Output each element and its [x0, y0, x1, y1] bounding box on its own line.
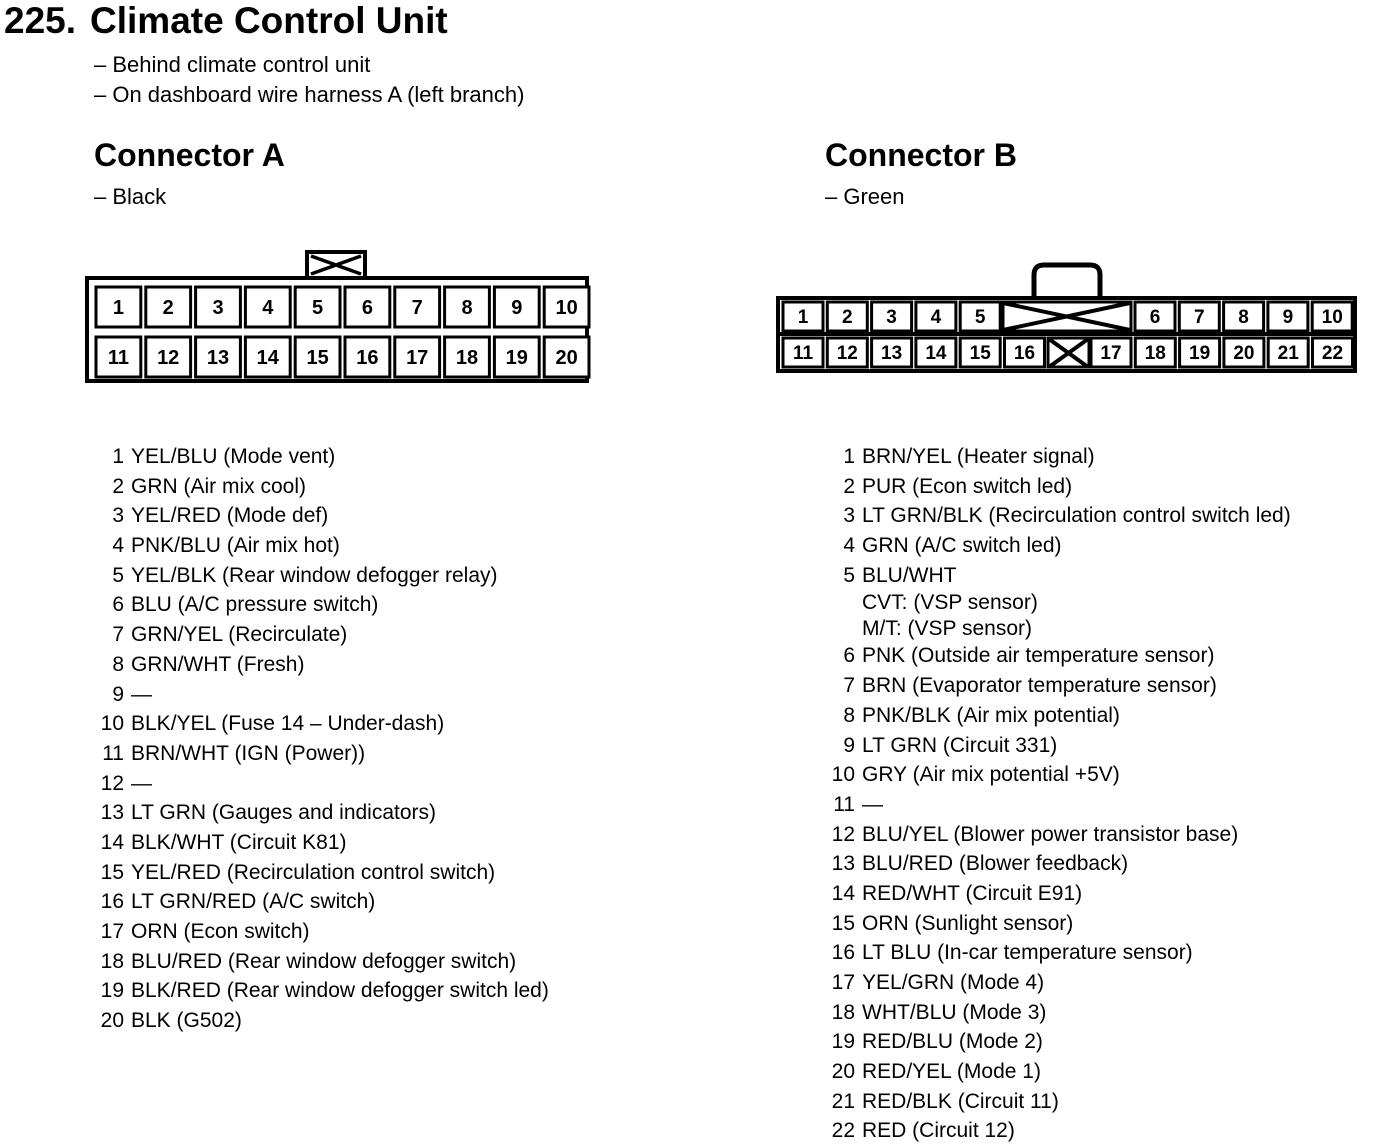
connector-a-pin-number: 1	[112, 445, 124, 468]
connector-a-pin-row	[90, 887, 549, 917]
connector-b-pin-number: 18	[831, 1000, 855, 1024]
connector-b-pin-row	[821, 1116, 1291, 1146]
connector-a-pin-number: 7	[112, 623, 124, 647]
connector-a-pin-description: —	[131, 771, 152, 795]
connector-b-pin-row	[821, 1027, 1291, 1057]
connector-b-color: – Green	[825, 184, 905, 209]
connector-b-pin-description: WHT/BLU (Mode 3)	[862, 1000, 1047, 1024]
component-number: 225.	[4, 0, 77, 41]
connector-b-pin-number: 11	[833, 792, 855, 816]
connector-a-pin-number: 8	[112, 652, 124, 676]
connector-b-pin-number: 9	[843, 733, 855, 757]
connector-a-pin-row	[90, 442, 549, 472]
connector-b-pin-row	[821, 641, 1291, 671]
connector-b-pin-description: LT BLU (In-car temperature sensor)	[862, 941, 1193, 965]
connector-b-cavity-label-7: 7	[1194, 307, 1205, 328]
connector-b-pin-row	[821, 1057, 1291, 1087]
connector-b-pin-number: 8	[843, 703, 855, 727]
page-title	[4, 0, 448, 42]
connector-b-pin-number: 14	[831, 881, 855, 905]
connector-a-diagram	[80, 245, 600, 390]
connector-a-pin-description: BLK/YEL (Fuse 14 – Under-dash)	[131, 712, 445, 736]
connector-b-pin-description: RED (Circuit 12)	[862, 1119, 1015, 1143]
connector-a-cavity-label-18: 18	[455, 347, 479, 369]
connector-a-pin-number: 4	[112, 534, 124, 558]
connector-b-cavity-label-16: 16	[1013, 343, 1036, 364]
connector-b-pin-row	[821, 938, 1291, 968]
connector-b-cavity-label-6: 6	[1149, 307, 1161, 328]
connector-a-pin-description: BLK/WHT (Circuit K81)	[131, 830, 347, 854]
connector-a-pin-row	[90, 976, 549, 1006]
connector-b-pin-row	[821, 968, 1291, 998]
connector-a-pin-description: BLK (G502)	[131, 1009, 242, 1033]
connector-b-cavity-label-20: 20	[1233, 343, 1255, 364]
connector-a-pin-description: PNK/BLU (Air mix hot)	[131, 534, 340, 558]
connector-b-cavity-label-4: 4	[930, 307, 942, 328]
connector-b-pin-description: RED/BLK (Circuit 11)	[862, 1089, 1059, 1113]
connector-b-latch	[1034, 265, 1100, 298]
connector-a-pin-description: BRN/WHT (IGN (Power))	[131, 741, 366, 765]
connector-b-diagram	[770, 255, 1370, 380]
connector-a-pin-description: YEL/RED (Mode def)	[131, 504, 329, 528]
connector-b-cavity-label-13: 13	[881, 343, 903, 364]
connector-a-pin-row	[90, 739, 549, 769]
connector-a-pin-number: 16	[100, 890, 124, 914]
connector-b-pin-row	[821, 790, 1291, 820]
connector-b-pin-description: —	[862, 792, 883, 816]
connector-b-pin-description: BLU/YEL (Blower power transistor base)	[862, 822, 1239, 846]
connector-a-pin-description: GRN/WHT (Fresh)	[131, 652, 305, 676]
connector-a-color: – Black	[94, 184, 167, 209]
connector-a-pin-row	[90, 769, 549, 799]
connector-b-pin-row	[821, 1087, 1291, 1117]
connector-b-pin-description: RED/YEL (Mode 1)	[862, 1060, 1041, 1084]
connector-b-cavity-label-11: 11	[792, 343, 814, 364]
connector-b-pin-row	[821, 501, 1291, 531]
connector-a-pin-number: 6	[112, 593, 124, 617]
connector-b-pin-row	[821, 671, 1291, 701]
connector-a-pin-number: 3	[112, 504, 124, 528]
connector-a-pin-description: LT GRN (Gauges and indicators)	[131, 801, 437, 825]
connector-a-cavity-label-12: 12	[157, 347, 180, 369]
connector-b-cavity-label-21: 21	[1277, 343, 1299, 364]
connector-a-cavity-label-17: 17	[406, 347, 429, 369]
connector-b-pin-number: 4	[843, 534, 855, 558]
connector-b-pin-number: 2	[843, 474, 855, 498]
connector-b-pin-row	[821, 701, 1291, 731]
connector-a-pin-description: LT GRN/RED (A/C switch)	[131, 890, 376, 914]
connector-a-cavity-label-10: 10	[555, 297, 578, 319]
connector-a-pin-number: 5	[112, 563, 124, 587]
connector-a-pin-row	[90, 590, 549, 620]
connector-b-pin-description: LT GRN/BLK (Recirculation control switch led)	[862, 504, 1291, 528]
connector-a-pin-description: YEL/BLU (Mode vent)	[131, 445, 336, 468]
connector-b-pin-description: BLU/WHT	[862, 563, 957, 587]
connector-a-pin-description: GRN (Air mix cool)	[131, 474, 307, 498]
connector-a-pin-number: 17	[100, 920, 124, 943]
connector-a-cavity-label-3: 3	[212, 297, 224, 319]
connector-b-pin-description: M/T: (VSP sensor)	[862, 616, 1032, 640]
connector-b-pin-row	[821, 590, 1291, 616]
connector-b-cavity-label-5: 5	[974, 307, 986, 328]
connector-b-cavity-label-9: 9	[1282, 307, 1294, 328]
connector-b-pin-row	[821, 472, 1291, 502]
connector-a-pin-row	[90, 858, 549, 888]
connector-b-pin-number: 19	[831, 1030, 855, 1054]
connector-b-pin-description: YEL/GRN (Mode 4)	[862, 971, 1045, 994]
connector-b-pin-number: 10	[831, 763, 855, 787]
connector-b-pin-number: 7	[843, 674, 855, 698]
connector-b-cavity-label-12: 12	[836, 343, 858, 364]
connector-b-pin-number: 17	[831, 971, 855, 994]
connector-b-cavity-label-17: 17	[1100, 343, 1122, 364]
connector-b-pin-row	[821, 561, 1291, 591]
connector-b-pin-description: ORN (Sunlight sensor)	[862, 911, 1074, 935]
connector-a-pin-description: ORN (Econ switch)	[131, 920, 310, 943]
connector-a-pin-number: 14	[100, 830, 124, 854]
connector-a-cavity-label-19: 19	[505, 347, 528, 369]
connector-a-pin-description: BLU (A/C pressure switch)	[131, 593, 379, 617]
connector-a-cavity-label-8: 8	[461, 297, 473, 319]
connector-a-pin-row	[90, 501, 549, 531]
connector-a-pin-row	[90, 828, 549, 858]
connector-b-pin-description: BRN/YEL (Heater signal)	[862, 445, 1095, 468]
connector-b-pin-number: 12	[831, 822, 855, 846]
connector-a-cavity-label-7: 7	[411, 297, 423, 319]
connector-b-pin-row	[821, 442, 1291, 472]
connector-b-pin-description: GRN (A/C switch led)	[862, 534, 1062, 558]
connector-b-pin-description: PNK/BLK (Air mix potential)	[862, 703, 1120, 727]
connector-a-pin-number: 10	[100, 712, 124, 736]
connector-b-pin-row	[821, 731, 1291, 761]
connector-a-cavity-label-5: 5	[312, 297, 324, 319]
connector-b-pin-description: CVT: (VSP sensor)	[862, 591, 1038, 615]
connector-b-pin-description: GRY (Air mix potential +5V)	[862, 763, 1120, 787]
connector-a-pin-description: YEL/BLK (Rear window defogger relay)	[131, 563, 498, 587]
connector-a-pin-row	[90, 947, 549, 977]
connector-a-pin-row	[90, 650, 549, 680]
connector-a-cavity-label-15: 15	[306, 347, 329, 369]
connector-b-pin-number: 20	[831, 1060, 855, 1084]
connector-a-pin-row	[90, 798, 549, 828]
connector-b-pin-number: 1	[843, 445, 855, 468]
connector-b-cavity-label-8: 8	[1238, 307, 1249, 328]
connector-a-cavity-label-16: 16	[356, 347, 379, 369]
connector-b-cavity-label-15: 15	[969, 343, 991, 364]
connector-a-cavity-label-13: 13	[206, 347, 230, 369]
connector-a-pin-description: BLU/RED (Rear window defogger switch)	[131, 949, 517, 973]
connector-a-pin-description: YEL/RED (Recirculation control switch)	[131, 860, 496, 884]
connector-a-pin-description: —	[131, 682, 152, 706]
location-line-2: – On dashboard wire harness A (left branch)	[94, 82, 525, 107]
connector-b-pin-description: RED/WHT (Circuit E91)	[862, 881, 1083, 905]
connector-a-cavity-label-1: 1	[112, 297, 124, 319]
connector-a-pin-list	[90, 442, 549, 1036]
connector-a-pin-row	[90, 709, 549, 739]
connector-b-pin-row	[821, 820, 1291, 850]
connector-b-cavity-label-22: 22	[1321, 343, 1344, 364]
connector-a-pin-number: 19	[100, 979, 124, 1003]
connector-a-cavity-label-9: 9	[511, 297, 523, 319]
connector-a-pin-number: 12	[100, 771, 124, 795]
connector-b-pin-number: 15	[831, 911, 855, 935]
connector-b-pin-number: 13	[831, 852, 855, 876]
connector-b-pin-number: 6	[843, 644, 855, 668]
connector-a-cavity-label-6: 6	[361, 297, 373, 319]
connector-b-pin-list	[821, 442, 1291, 1146]
connector-b-pin-description: BLU/RED (Blower feedback)	[862, 852, 1129, 876]
connector-b-pin-number: 16	[831, 941, 855, 965]
connector-a-cavity-label-20: 20	[555, 347, 578, 369]
location-line-1: – Behind climate control unit	[94, 52, 371, 77]
connector-a-cavity-label-11: 11	[107, 347, 129, 369]
connector-a-pin-row	[90, 680, 549, 710]
connector-a-pin-number: 2	[112, 474, 124, 498]
connector-a-pin-number: 18	[100, 949, 124, 973]
connector-a-title: Connector A	[94, 137, 285, 173]
connector-b-pin-row	[821, 531, 1291, 561]
connector-b-pin-number: 5	[843, 563, 855, 587]
connector-a-pin-row	[90, 1006, 549, 1036]
connector-b-pin-number: 3	[843, 504, 855, 528]
connector-a-pin-number: 20	[100, 1009, 124, 1033]
connector-b-title: Connector B	[825, 137, 1017, 173]
connector-b-pin-description: PUR (Econ switch led)	[862, 474, 1073, 498]
connector-a-cavity-label-4: 4	[262, 297, 274, 319]
connector-a-pin-description: GRN/YEL (Recirculate)	[131, 623, 348, 647]
connector-b-cavity-label-1: 1	[797, 307, 809, 328]
connector-a-cavity-label-14: 14	[256, 347, 279, 369]
connector-b-pin-description: BRN (Evaporator temperature sensor)	[862, 674, 1217, 698]
connector-a-cavity-label-2: 2	[162, 297, 174, 319]
connector-a-pin-number: 13	[100, 801, 124, 825]
connector-a-pin-description: BLK/RED (Rear window defogger switch led)	[131, 979, 549, 1003]
connector-b-pin-description: LT GRN (Circuit 331)	[862, 733, 1058, 757]
connector-b-pin-row	[821, 760, 1291, 790]
connector-b-pin-number: 21	[831, 1089, 855, 1113]
connector-b-cavity-label-14: 14	[925, 343, 947, 364]
connector-b-pin-row	[821, 616, 1291, 642]
connector-a-pin-row	[90, 620, 549, 650]
connector-a-pin-number: 11	[102, 741, 124, 765]
connector-b-cavity-label-19: 19	[1189, 343, 1211, 364]
connector-a-pin-number: 15	[100, 860, 124, 884]
connector-b-pin-row	[821, 879, 1291, 909]
component-title: Climate Control Unit	[90, 0, 448, 41]
connector-b-cavity-label-3: 3	[886, 307, 897, 328]
connector-b-pin-number: 22	[831, 1119, 855, 1143]
connector-b-cavity-label-10: 10	[1321, 307, 1343, 328]
connector-a-pin-row	[90, 561, 549, 591]
connector-b-pin-row	[821, 849, 1291, 879]
connector-b-pin-row	[821, 998, 1291, 1028]
connector-a-pin-row	[90, 917, 549, 947]
connector-a-pin-row	[90, 472, 549, 502]
connector-b-cavity-label-18: 18	[1144, 343, 1166, 364]
connector-a-pin-number: 9	[112, 682, 124, 706]
connector-b-pin-description: RED/BLU (Mode 2)	[862, 1030, 1043, 1054]
connector-b-cavity-label-2: 2	[842, 307, 853, 328]
connector-b-pin-row	[821, 909, 1291, 939]
connector-a-pin-row	[90, 531, 549, 561]
connector-b-pin-description: PNK (Outside air temperature sensor)	[862, 644, 1215, 668]
